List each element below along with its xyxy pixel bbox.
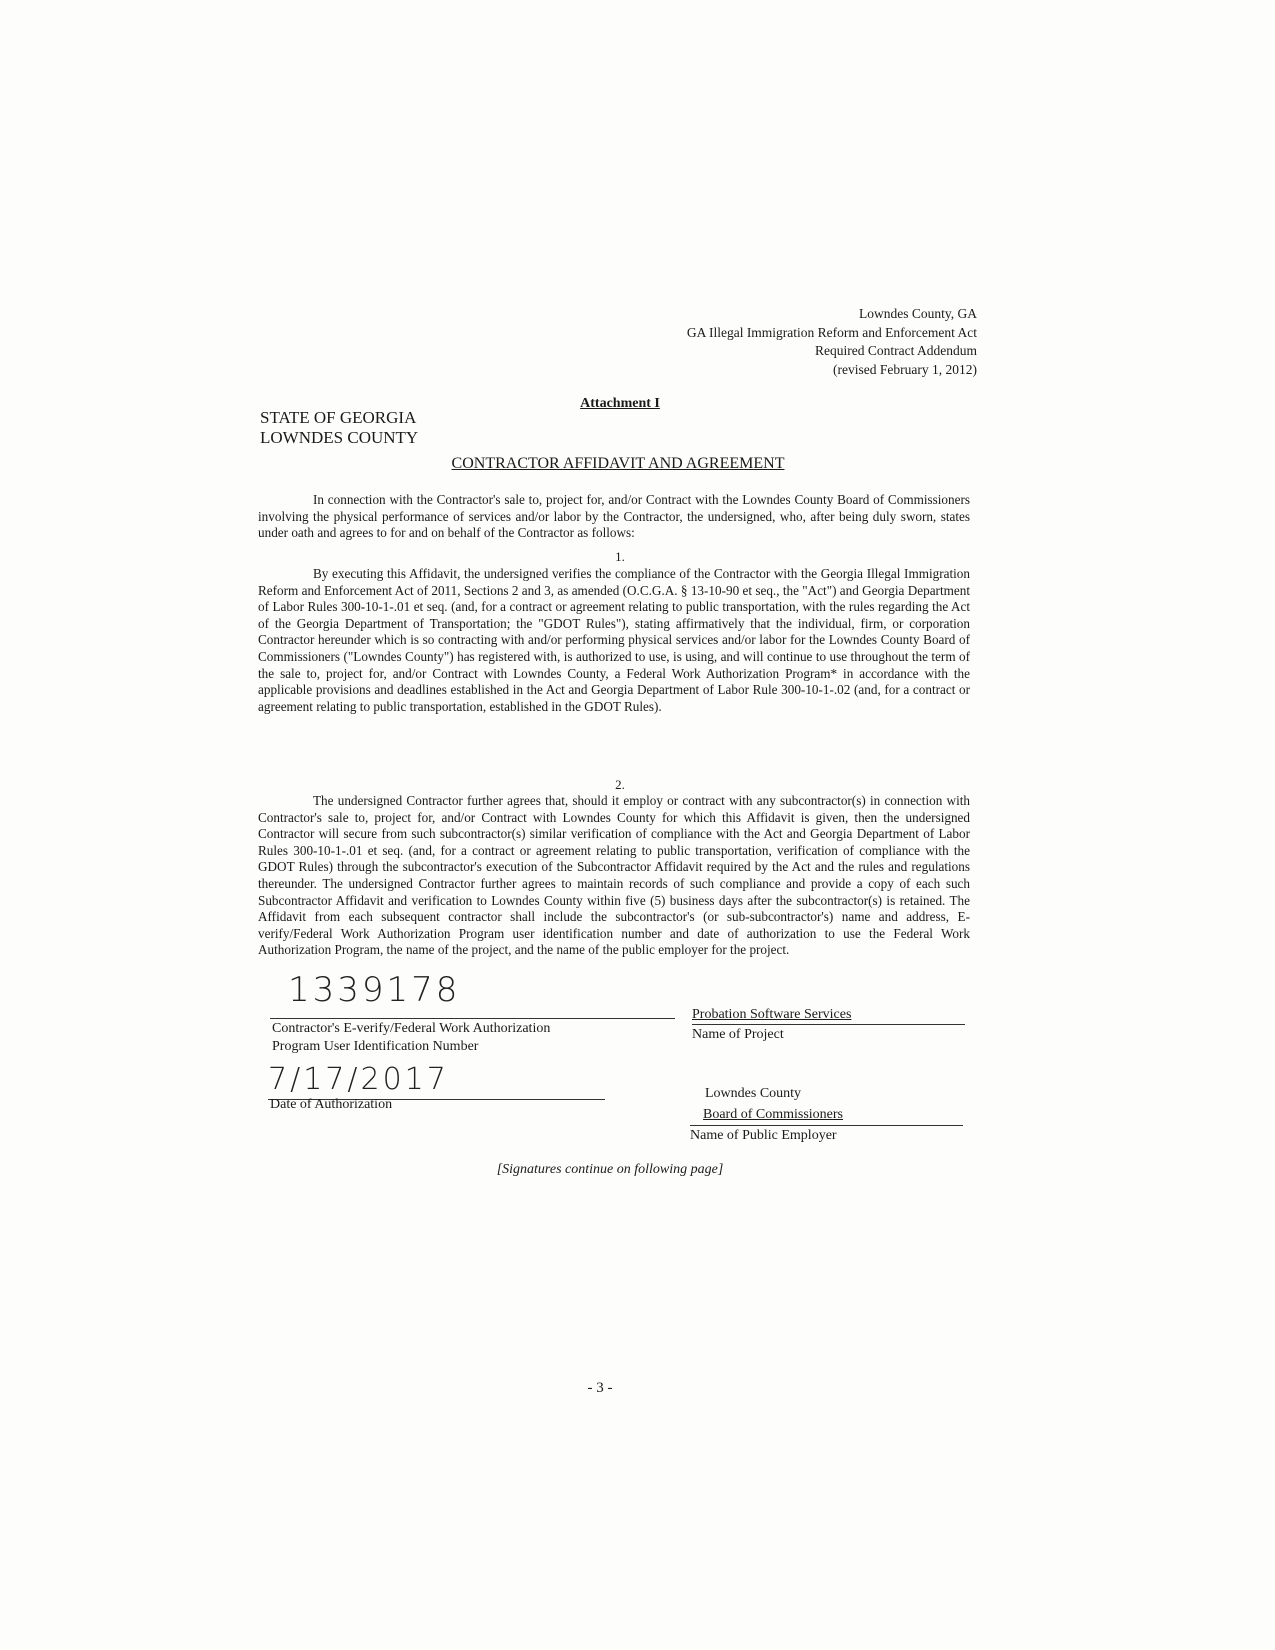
project-name-value: Probation Software Services <box>692 1007 852 1022</box>
intro-text: In connection with the Contractor's sale to, project for, and/or Contract with the Lowndes County Board of Commissioners involving the physical performance of services and/or labor by the Contractor, the undersigned, who, after being duly sworn, states under oath and agrees to for and on behalf of the Contractor as follows: <box>258 492 970 541</box>
state-county-block <box>260 408 418 448</box>
employer-line-1: Lowndes County <box>705 1086 802 1101</box>
state-line: STATE OF GEORGIA <box>260 408 417 427</box>
everify-number-handwritten: 1339178 <box>288 970 461 1010</box>
header-line: (revised February 1, 2012) <box>833 361 977 377</box>
continue-note: [Signatures continue on following page] <box>496 1162 724 1177</box>
date-handwritten: 7/17/2017 <box>268 1062 449 1097</box>
section-1-paragraph <box>258 566 970 715</box>
everify-signature-line <box>270 1018 675 1019</box>
section-number: 2. <box>615 777 625 792</box>
section-2-paragraph <box>258 793 970 959</box>
intro-paragraph <box>258 492 970 542</box>
project-label: Name of Project <box>692 1027 784 1042</box>
employer-line <box>690 1125 963 1126</box>
everify-label-line: Contractor's E-verify/Federal Work Authorization <box>272 1021 551 1036</box>
everify-label-line: Program User Identification Number <box>272 1039 479 1054</box>
employer-line-2: Board of Commissioners <box>703 1107 843 1122</box>
header-line: Lowndes County, GA <box>859 306 977 321</box>
section-2-text: The undersigned Contractor further agrees that, should it employ or contract with any subcontractor(s) in connection with Contractor's sale to, project for, and/or Contract with Lowndes County for which this Affidavit is given, then the undersigned Contractor will secure from such subcontractor(s) similar verification of compliance with the Act and Georgia Department of Labor Rules 300-10-1-.01 et seq. (and, for a contract or agreement relating to public transportation, verification of compliance with the GDOT Rules) through the subcontractor's execution of the Subcontractor Affidavit required by the Act and the rules and regulations thereunder. The undersigned Contractor further agrees to maintain records of such compliance and provide a copy of each such Subcontractor Affidavit and verification to Lowndes County within five (5) business days after the subcontractor(s) is retained. The Affidavit from each subsequent contractor shall include the subcontractor's (or sub-subcontractor's) name and address, E-verify/Federal Work Authorization Program user identification number and date of authorization to use the Federal Work Authorization Program, the name of the project, and the name of the public employer for the project. <box>258 793 970 958</box>
county-line: LOWNDES COUNTY <box>260 428 419 447</box>
header-line: Required Contract Addendum <box>815 343 977 358</box>
project-line <box>692 1024 965 1025</box>
document-title: CONTRACTOR AFFIDAVIT AND AGREEMENT <box>451 455 785 472</box>
date-label: Date of Authorization <box>270 1097 393 1112</box>
document-header <box>687 305 977 379</box>
employer-label: Name of Public Employer <box>690 1128 837 1143</box>
section-number: 1. <box>615 549 625 564</box>
page-number: - 3 - <box>587 1380 613 1396</box>
header-line: GA Illegal Immigration Reform and Enforcement Act <box>686 324 977 340</box>
attachment-label: Attachment I <box>580 396 660 411</box>
everify-label <box>272 1020 550 1056</box>
section-1-text: By executing this Affidavit, the undersigned verifies the compliance of the Contractor with the Georgia Illegal Immigration Reform and Enforcement Act of 2011, Sections 2 and 3, as amended (O.C.G.A. § 13-10-90 et seq., the "Act") and Georgia Department of Labor Rules 300-10-1-.01 et seq. (and, for a contract or agreement relating to public transportation, with the rules regarding the Act of the Georgia Department of Transportation; the "GDOT Rules"), stating affirmatively that the individual, firm, or corporation Contractor hereunder which is so contracting with and/or performing physical services and/or labor for the Lowndes County Board of Commissioners ("Lowndes County") has registered with, is authorized to use, is using, and will continue to use throughout the term of the sale to, project for, and/or Contract with Lowndes County, a Federal Work Authorization Program* in accordance with the applicable provisions and deadlines established in the Act and Georgia Department of Labor Rule 300-10-1-.02 (and, for a contract or agreement relating to public transportation, established in the GDOT Rules). <box>258 566 970 714</box>
